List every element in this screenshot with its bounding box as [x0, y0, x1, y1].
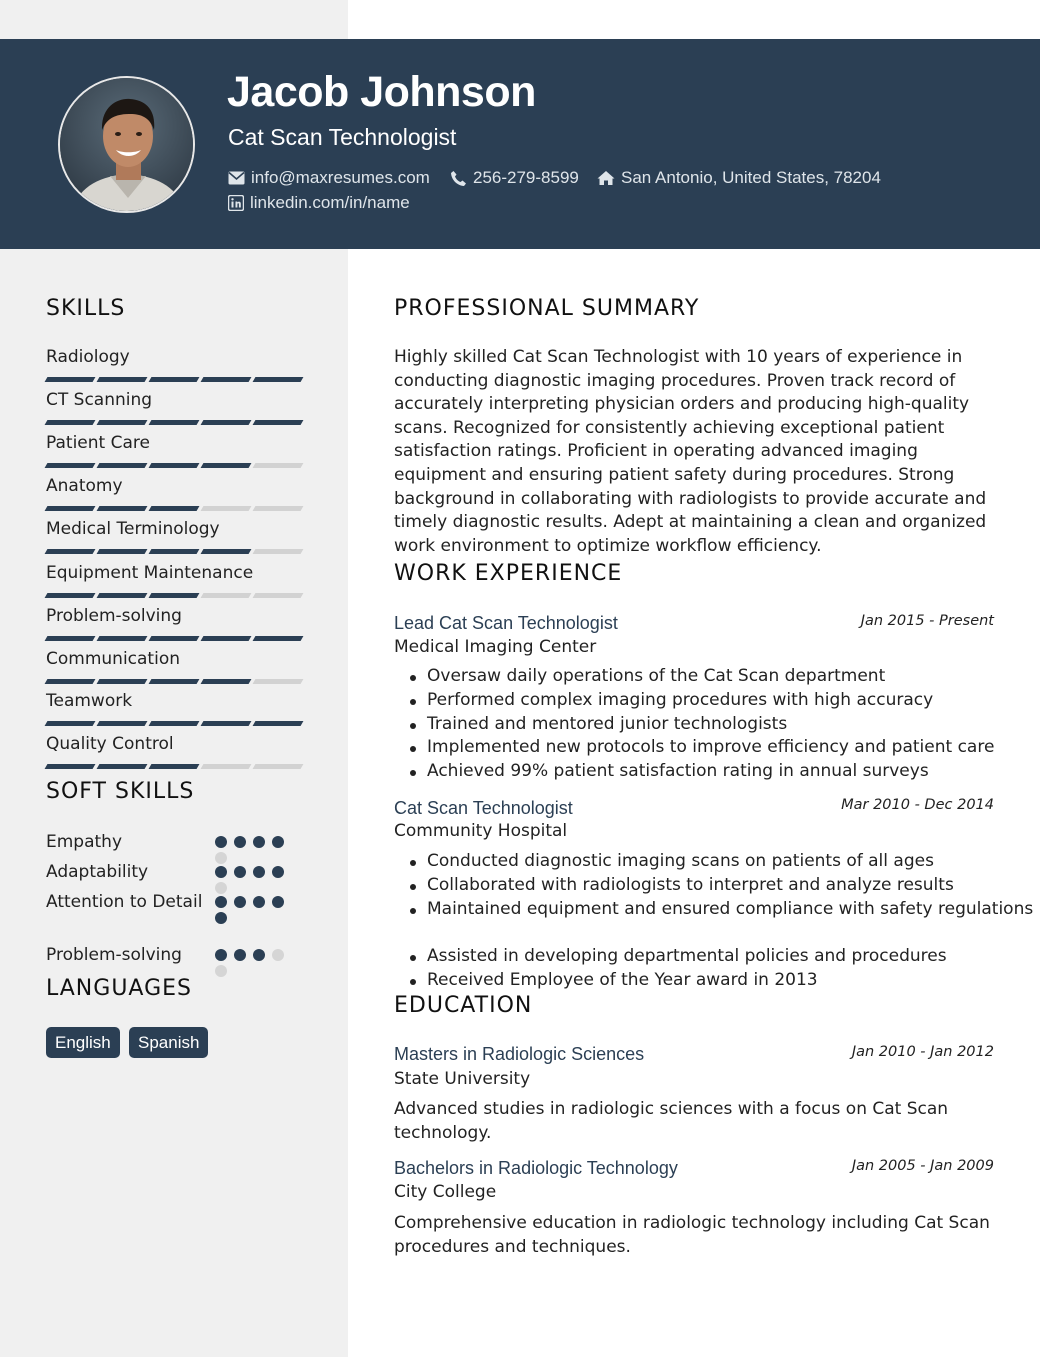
location-text: San Antonio, United States, 78204 [621, 168, 881, 187]
phone-icon [450, 170, 467, 187]
skill-label: Teamwork [46, 691, 133, 711]
language-badge: English [46, 1027, 120, 1058]
rating-dot [215, 912, 227, 924]
skill-level-segment [201, 679, 252, 684]
contact-phone[interactable] [450, 168, 579, 188]
linkedin-text: linkedin.com/in/name [250, 193, 410, 212]
skill-item [46, 476, 302, 511]
skill-level-segment [201, 721, 252, 726]
skill-level-segment [253, 679, 304, 684]
skill-level-segment [201, 549, 252, 554]
skill-level-segment [97, 721, 148, 726]
experience-heading: WORK EXPERIENCE [394, 561, 623, 586]
skill-level-segment [45, 593, 96, 598]
skill-level-bar [46, 764, 302, 769]
degree-description: Advanced studies in radiologic sciences with a focus on Cat Scan technology. [394, 1099, 949, 1143]
rating-dot [215, 852, 227, 864]
soft-skill-rating [215, 866, 295, 894]
email-text: info@maxresumes.com [251, 168, 430, 187]
rating-dot [215, 866, 227, 878]
skill-level-segment [253, 420, 304, 425]
list-item: Maintained equipment and ensured compliance with safety regulations [410, 898, 1033, 922]
languages-heading: LANGUAGES [46, 976, 192, 1001]
skill-level-segment [45, 549, 96, 554]
skill-level-segment [97, 679, 148, 684]
rating-dot [272, 836, 284, 848]
rating-dot [234, 866, 246, 878]
linkedin-icon [228, 195, 244, 211]
skill-level-segment [45, 636, 96, 641]
skill-level-segment [97, 764, 148, 769]
degree-dates: Jan 2010 - Jan 2012 [851, 1044, 994, 1060]
skill-label: Quality Control [46, 734, 174, 754]
skill-level-segment [149, 506, 200, 511]
job-dates: Jan 2015 - Present [860, 613, 994, 629]
skill-level-segment [201, 764, 252, 769]
skill-level-segment [253, 463, 304, 468]
rating-dot [234, 836, 246, 848]
rating-dot [234, 949, 246, 961]
job-dates: Mar 2010 - Dec 2014 [841, 797, 994, 813]
rating-dot [215, 896, 227, 908]
skill-level-bar [46, 721, 302, 726]
job-bullets [410, 665, 994, 784]
skill-item [46, 519, 302, 554]
skill-level-segment [149, 549, 200, 554]
rating-dot [215, 882, 227, 894]
skill-level-segment [149, 721, 200, 726]
contact-email[interactable] [228, 168, 430, 188]
rating-dot [272, 949, 284, 961]
skill-level-segment [201, 463, 252, 468]
degree-title: Bachelors in Radiologic Technology [394, 1158, 678, 1178]
skills-heading: SKILLS [46, 296, 126, 321]
skill-label: Medical Terminology [46, 519, 220, 539]
skill-item [46, 433, 302, 468]
rating-dot [272, 866, 284, 878]
school-name: State University [394, 1069, 531, 1089]
skill-level-segment [45, 463, 96, 468]
skill-level-segment [149, 377, 200, 382]
rating-dot [215, 836, 227, 848]
skill-label: CT Scanning [46, 390, 153, 410]
degree-title: Masters in Radiologic Sciences [394, 1044, 645, 1064]
list-item: Achieved 99% patient satisfaction rating in annual surveys [410, 760, 994, 784]
rating-dot [253, 836, 265, 848]
skill-item [46, 734, 302, 769]
job-employer: Medical Imaging Center [394, 637, 597, 657]
job-title: Lead Cat Scan Technologist [394, 613, 618, 633]
envelope-icon [228, 171, 245, 185]
language-badge: Spanish [129, 1027, 208, 1058]
rating-dot [234, 896, 246, 908]
skill-level-bar [46, 679, 302, 684]
summary-text: Highly skilled Cat Scan Technologist with 10 years of experience in conducting diagnostic imaging procedures. Proven track record of accurately interpreting physician orders and producing high-quality scans. Recognized for consistently achieving exceptional patient satisfaction ratings. Proficient in operating advanced imaging equipment and ensuring patient safety during procedures. Strong background in collaborating with radiologists to provide accurate and timely diagnostic results. Adept at maintaining a clean and organized work environment to optimize workflow efficiency. [394, 347, 987, 556]
rating-dot [253, 896, 265, 908]
skill-item [46, 691, 302, 726]
school-name: City College [394, 1182, 497, 1202]
avatar [58, 76, 195, 213]
list-item: Trained and mentored junior technologists [410, 713, 994, 737]
contact-location [597, 168, 881, 188]
education-heading: EDUCATION [394, 993, 533, 1018]
rating-dot [215, 965, 227, 977]
skill-level-segment [201, 420, 252, 425]
skill-level-segment [149, 636, 200, 641]
skill-level-segment [253, 721, 304, 726]
skill-level-segment [45, 721, 96, 726]
list-item: Oversaw daily operations of the Cat Scan department [410, 665, 994, 689]
list-item: Assisted in developing departmental policies and procedures [410, 945, 947, 969]
skill-label: Radiology [46, 347, 130, 367]
summary-heading: PROFESSIONAL SUMMARY [394, 296, 700, 321]
skill-label: Anatomy [46, 476, 123, 496]
job-bullets [410, 850, 1033, 921]
skill-level-segment [97, 420, 148, 425]
skill-level-segment [149, 420, 200, 425]
skill-level-segment [149, 463, 200, 468]
skill-label: Patient Care [46, 433, 150, 453]
skill-level-segment [97, 506, 148, 511]
skill-level-segment [253, 636, 304, 641]
skill-level-bar [46, 420, 302, 425]
rating-dot [272, 896, 284, 908]
job-employer: Community Hospital [394, 821, 568, 841]
skill-level-segment [97, 549, 148, 554]
skill-item [46, 347, 302, 382]
rating-dot [253, 949, 265, 961]
degree-description: Comprehensive education in radiologic technology including Cat Scan procedures and techniques. [394, 1213, 990, 1257]
skill-item [46, 606, 302, 641]
list-item: Implemented new protocols to improve efficiency and patient care [410, 736, 994, 760]
skill-level-segment [253, 377, 304, 382]
skill-item [46, 563, 302, 598]
skill-item [46, 649, 302, 684]
skill-level-segment [45, 420, 96, 425]
soft-skill-label: Adaptability [46, 862, 149, 882]
soft-skill-rating [215, 949, 295, 977]
skill-level-bar [46, 593, 302, 598]
home-icon [597, 170, 615, 186]
rating-dot [215, 949, 227, 961]
skill-label: Problem-solving [46, 606, 182, 626]
skill-level-bar [46, 636, 302, 641]
skill-level-segment [201, 593, 252, 598]
skill-label: Equipment Maintenance [46, 563, 254, 583]
list-item: Collaborated with radiologists to interpret and analyze results [410, 874, 1033, 898]
contact-linkedin[interactable] [228, 193, 410, 213]
soft-skill-rating [215, 836, 295, 864]
soft-skills-heading: SOFT SKILLS [46, 779, 195, 804]
skill-level-segment [253, 549, 304, 554]
skill-level-segment [97, 377, 148, 382]
skill-level-segment [201, 377, 252, 382]
candidate-title: Cat Scan Technologist [228, 124, 457, 150]
soft-skill-label: Empathy [46, 832, 123, 852]
skill-level-segment [201, 506, 252, 511]
skill-level-bar [46, 549, 302, 554]
skill-level-segment [149, 764, 200, 769]
skill-level-segment [97, 593, 148, 598]
skill-level-segment [201, 636, 252, 641]
skill-level-bar [46, 506, 302, 511]
skill-level-segment [149, 679, 200, 684]
soft-skill-rating [215, 896, 295, 924]
skill-level-segment [45, 764, 96, 769]
phone-text: 256-279-8599 [473, 168, 579, 187]
list-item: Conducted diagnostic imaging scans on patients of all ages [410, 850, 1033, 874]
skill-level-segment [253, 593, 304, 598]
profile-photo [60, 78, 195, 213]
skill-level-segment [45, 679, 96, 684]
rating-dot [253, 866, 265, 878]
skill-level-segment [45, 506, 96, 511]
skill-level-bar [46, 377, 302, 382]
list-item: Performed complex imaging procedures with high accuracy [410, 689, 994, 713]
skill-level-bar [46, 463, 302, 468]
skill-label: Communication [46, 649, 180, 669]
candidate-name: Jacob Johnson [227, 68, 536, 116]
list-item: Received Employee of the Year award in 2013 [410, 969, 947, 993]
degree-dates: Jan 2005 - Jan 2009 [851, 1158, 994, 1174]
skill-level-segment [253, 506, 304, 511]
skill-level-segment [97, 636, 148, 641]
job-bullets [410, 945, 947, 993]
soft-skill-label: Attention to Detail [46, 892, 203, 912]
skill-level-segment [253, 764, 304, 769]
skill-level-segment [97, 463, 148, 468]
job-title: Cat Scan Technologist [394, 798, 573, 818]
skill-item [46, 390, 302, 425]
skill-level-segment [149, 593, 200, 598]
skill-level-segment [45, 377, 96, 382]
soft-skill-label: Problem-solving [46, 945, 182, 965]
